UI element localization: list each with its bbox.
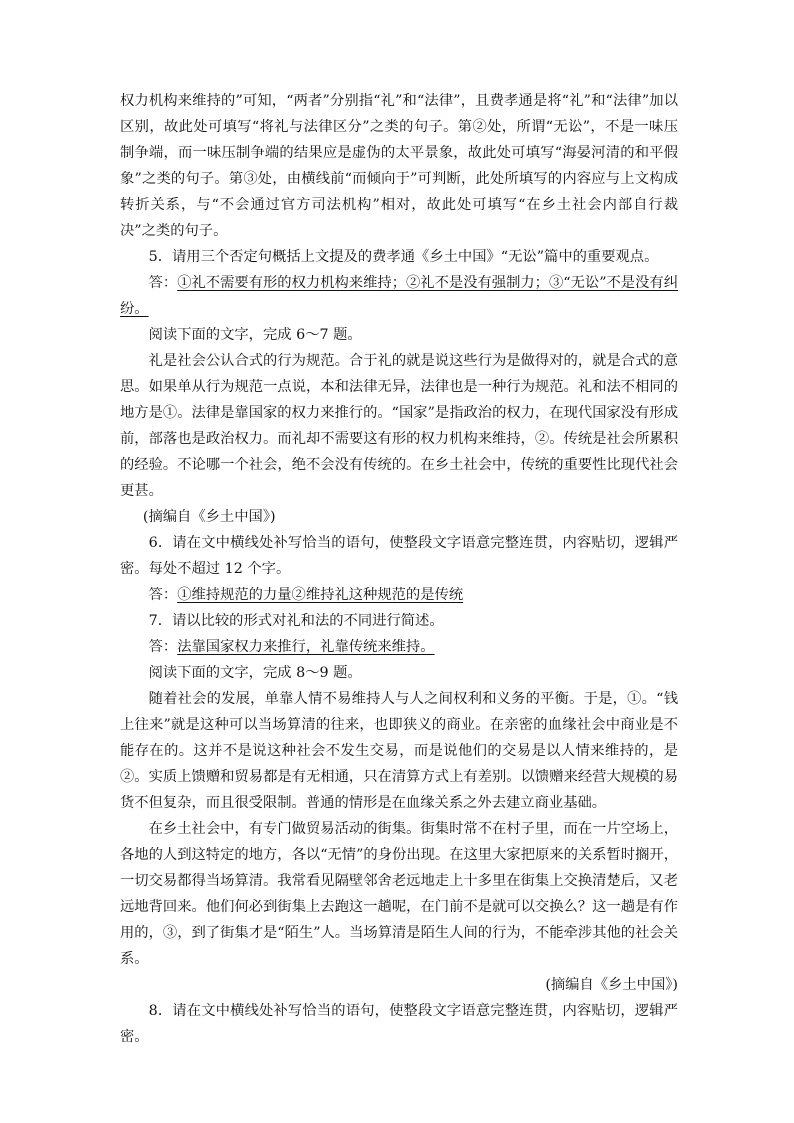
answer-7 xyxy=(120,634,678,660)
explanation-paragraph: 权力机构来维持的”可知，“两者”分别指“礼”和“法律”，且费孝通是将“礼”和“法律”加以区别，故此处可填写“将礼与法律区分”之类的句子。第②处，所谓“无讼”，不是一味压制争端，而一味压制争端的结果应是虚伪的太平景象，故此处可填写“海晏河清的和平假象”之类的句子。第③处，由横线前“而倾向于”可判断，此处所填写的内容应与上文构成转折关系，与“不会通过官方司法机构”相对，故此处可填写“在乡土社会内部自行裁决”之类的句子。 xyxy=(120,93,678,239)
reading-instruction-2: 阅读下面的文字，完成 8～9 题。 xyxy=(148,665,362,681)
answer-6 xyxy=(120,582,678,608)
reading-instruction-1: 阅读下面的文字，完成 6～7 题。 xyxy=(148,327,362,343)
document-page xyxy=(120,88,678,1050)
question-6: 6．请在文中横线处补写恰当的语句，使整段文字语意完整连贯，内容贴切，逻辑严密。每处不超过 12 个字。 xyxy=(120,535,678,577)
source-note-1: (摘编自《乡土中国》) xyxy=(142,509,276,525)
passage-2-part-2: 在乡土社会中，有专门做贸易活动的街集。街集时常不在村子里，而在一片空场上，各地的人到这特定的地方，各以“无情”的身份出现。在这里大家把原来的关系暂时搁开，一切交易都得当场算清。我常看见隔壁邻舍老远地走上十多里在街集上交换清楚后，又老远地背回来。他们何必到街集上去跑这一趟呢，在门前不是就可以交换么？这一趟是有作用的，③，到了街集才是“陌生”人。当场算清是陌生人间的行为，不能牵涉其他的社会关系。 xyxy=(120,821,678,967)
answer-text: ①维持规范的力量②维持礼这种规范的是传统 xyxy=(177,587,464,603)
passage-2-part-1: 随着社会的发展，单靠人情不易维持人与人之间权利和义务的平衡。于是，①。“钱上往来”就是这种可以当场算清的往来，也即狭义的商业。在亲密的血缘社会中商业是不能存在的。这并不是说这种社会不发生交易，而是说他们的交易是以人情来维持的，是②。实质上馈赠和贸易都是有无相通，只在清算方式上有差别。以馈赠来经营大规模的易货不但复杂，而且很受限制。普通的情形是在血缘关系之外去建立商业基础。 xyxy=(120,691,678,811)
answer-label: 答： xyxy=(148,275,178,291)
answer-text: 法靠国家权力来推行，礼靠传统来维持。 xyxy=(177,639,435,655)
answer-label: 答： xyxy=(148,639,178,655)
source-note-2: (摘编自《乡土中国》) xyxy=(545,977,678,993)
answer-text: ①礼不需要有形的权力机构来维持；②礼不是没有强制力；③“无讼”不是没有纠纷。 xyxy=(120,275,678,317)
question-5: 5．请用三个否定句概括上文提及的费孝通《乡土中国》“无讼”篇中的重要观点。 xyxy=(148,249,659,265)
question-7: 7．请以比较的形式对礼和法的不同进行简述。 xyxy=(148,613,444,629)
passage-1: 礼是社会公认合式的行为规范。合于礼的就是说这些行为是做得对的，就是合式的意思。如果单从行为规范一点说，本和法律无异，法律也是一种行为规范。礼和法不相同的地方是①。法律是靠国家的权力来推行的。“国家”是指政治的权力，在现代国家没有形成前，部落也是政治权力。而礼却不需要这有形的权力机构来维持，②。传统是社会所累积的经验。不论哪一个社会，绝不会没有传统的。在乡土社会中，传统的重要性比现代社会更甚。 xyxy=(120,353,678,499)
answer-label: 答： xyxy=(148,587,178,603)
answer-5 xyxy=(120,270,678,322)
question-8: 8．请在文中横线处补写恰当的语句，使整段文字语意完整连贯，内容贴切，逻辑严密。 xyxy=(120,1003,678,1045)
